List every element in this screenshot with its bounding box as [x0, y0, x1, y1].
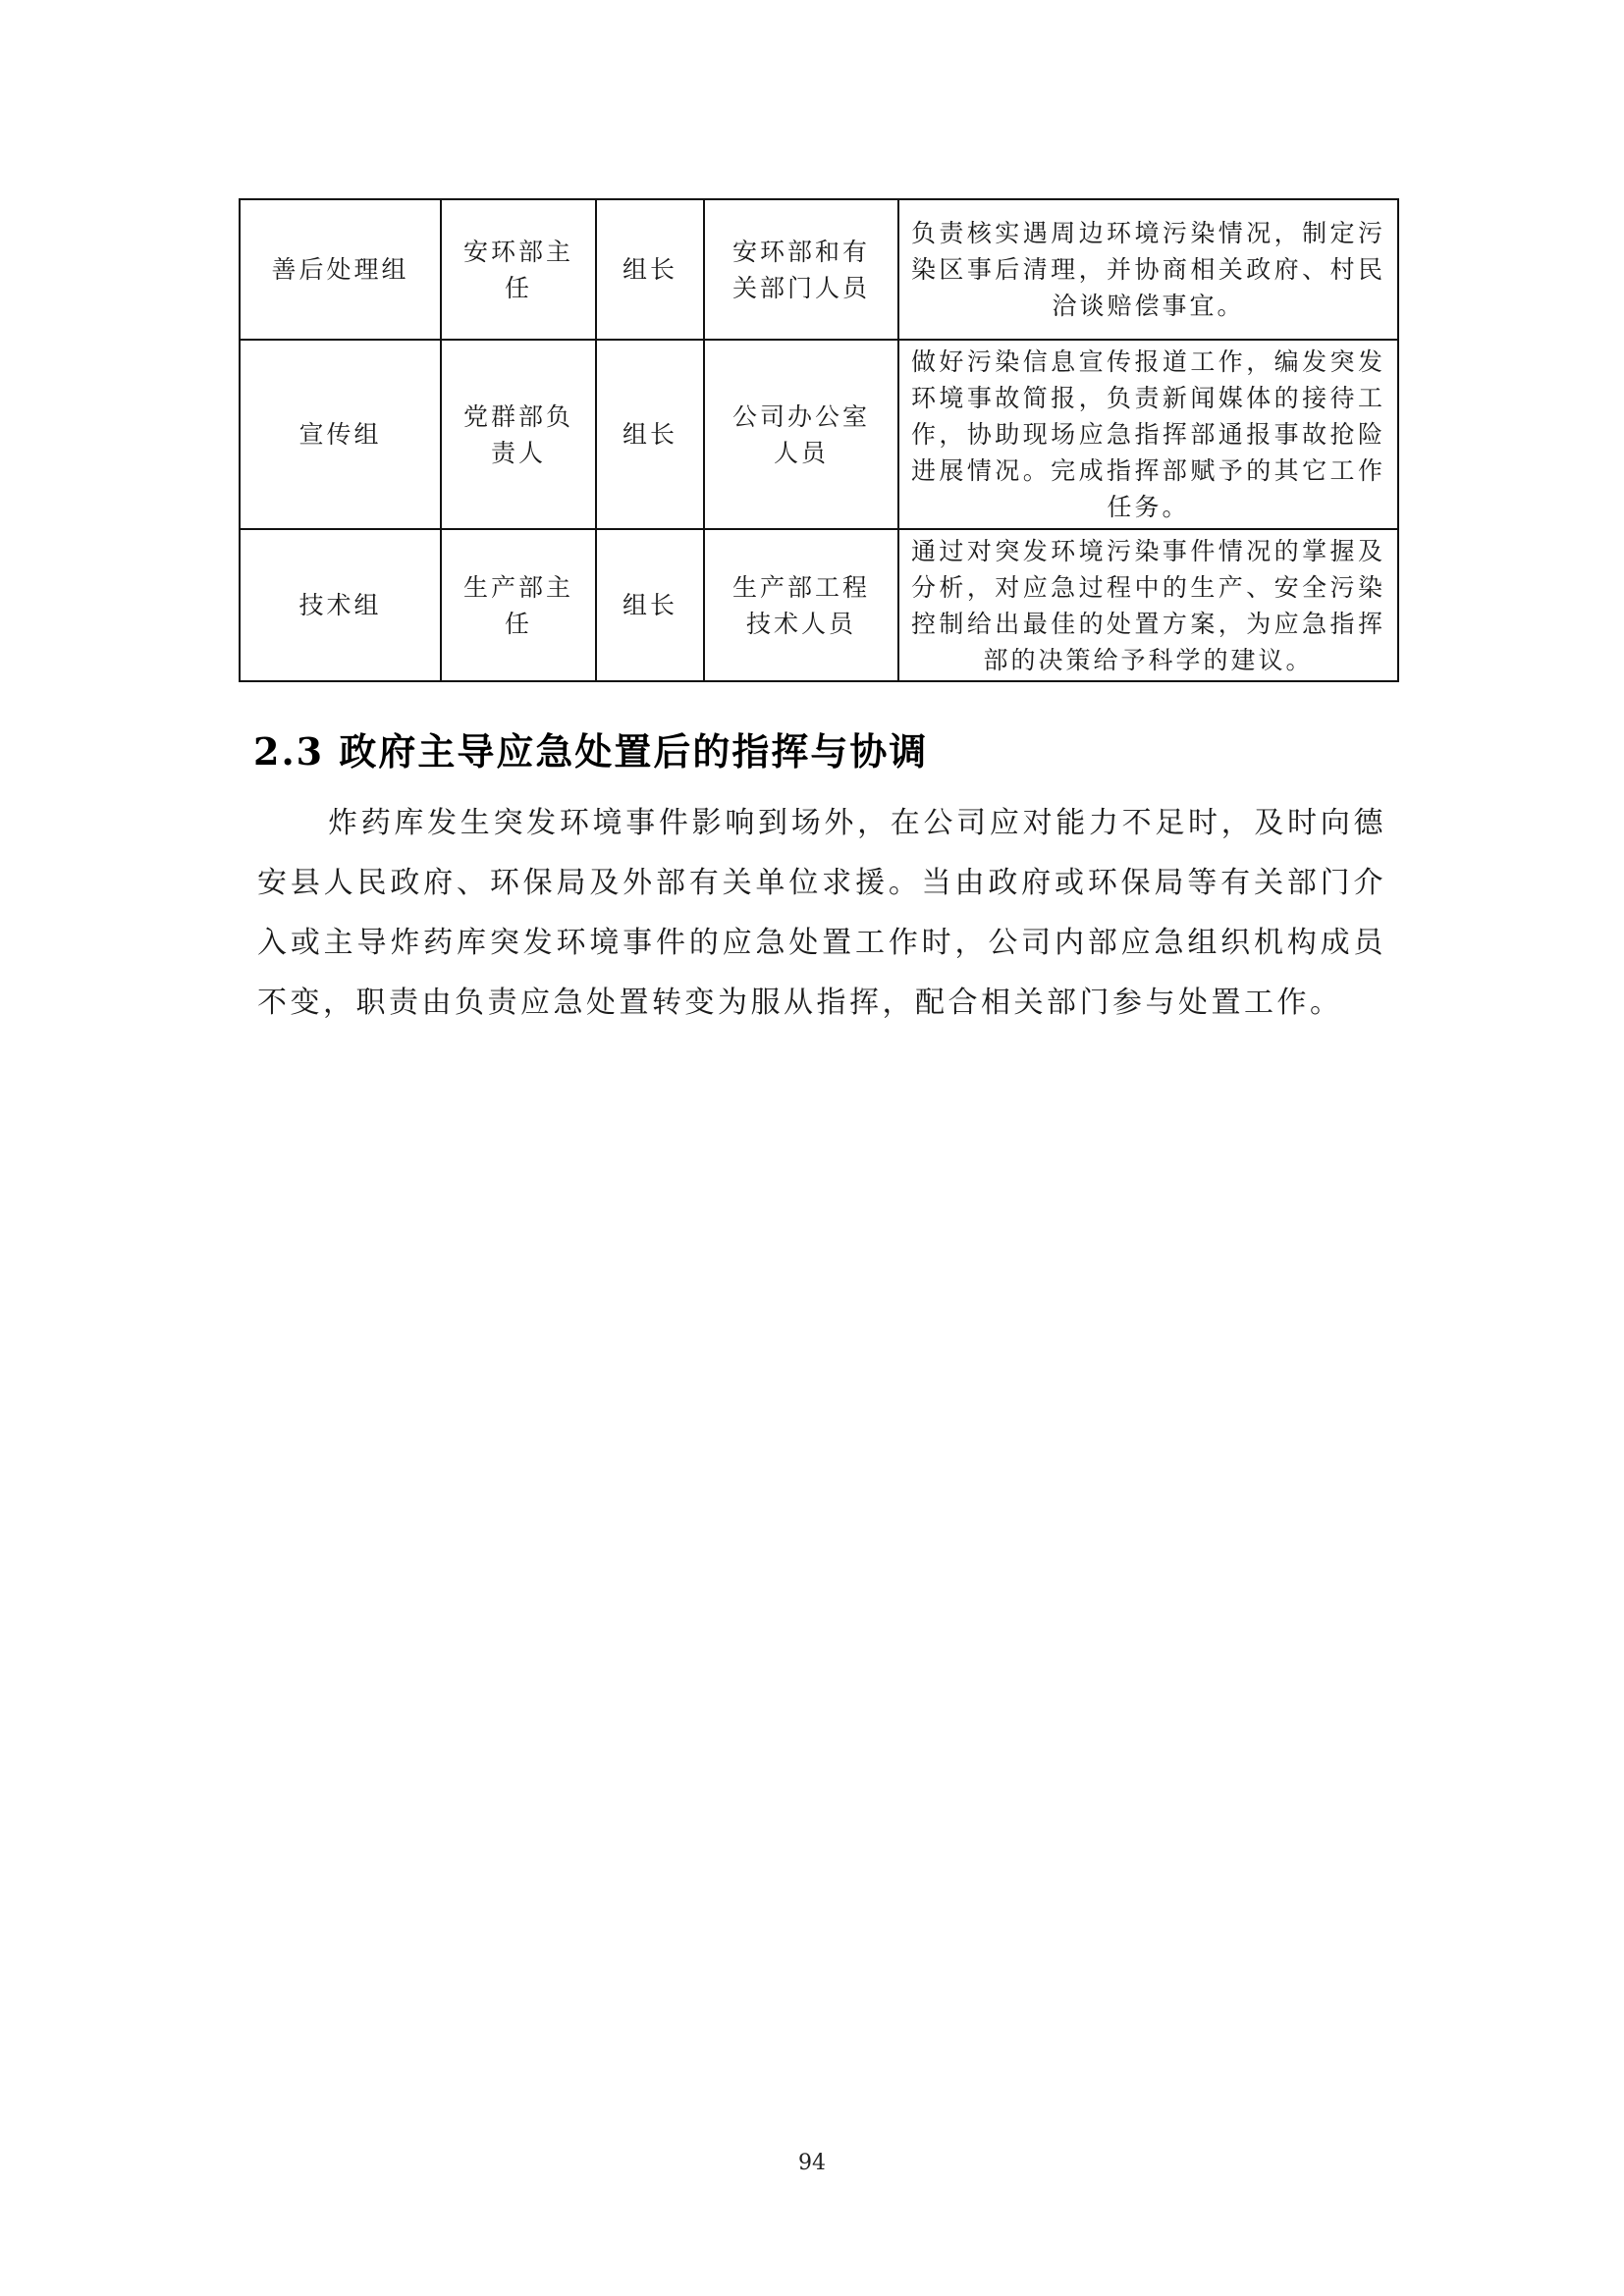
page-number: 94 — [798, 2151, 826, 2175]
table-row — [240, 340, 1398, 529]
duty-cell: 做好污染信息宣传报道工作，编发突发环境事故简报，负责新闻媒体的接待工作，协助现场应急指挥部通报事故抢险进展情况。完成指挥部赋予的其它工作任务。 — [898, 340, 1398, 529]
role-cell: 组长 — [596, 340, 704, 529]
leader-cell: 安环部主任 — [441, 199, 596, 340]
leader-cell: 党群部负责人 — [441, 340, 596, 529]
members-cell: 公司办公室人员 — [704, 340, 898, 529]
table-row — [240, 199, 1398, 340]
section-heading: 2.3 政府主导应急处置后的指挥与协调 — [253, 729, 929, 774]
role-cell: 组长 — [596, 529, 704, 681]
table-row — [240, 529, 1398, 681]
group-name-cell: 技术组 — [240, 529, 441, 681]
duty-cell: 负责核实遇周边环境污染情况，制定污染区事后清理，并协商相关政府、村民洽谈赔偿事宜。 — [898, 199, 1398, 340]
members-cell: 生产部工程技术人员 — [704, 529, 898, 681]
emergency-organization-table — [239, 198, 1399, 682]
group-name-cell: 宣传组 — [240, 340, 441, 529]
leader-cell: 生产部主任 — [441, 529, 596, 681]
group-name-cell: 善后处理组 — [240, 199, 441, 340]
members-cell: 安环部和有关部门人员 — [704, 199, 898, 340]
section-paragraph: 炸药库发生突发环境事件影响到场外，在公司应对能力不足时，及时向德安县人民政府、环保局及外部有关单位求援。当由政府或环保局等有关部门介入或主导炸药库突发环境事件的应急处置工作时，公司内部应急组织机构成员不变，职责由负责应急处置转变为服从指挥，配合相关部门参与处置工作。 — [257, 806, 1386, 1020]
duty-cell: 通过对突发环境污染事件情况的掌握及分析，对应急过程中的生产、安全污染控制给出最佳的处置方案，为应急指挥部的决策给予科学的建议。 — [898, 529, 1398, 681]
role-cell: 组长 — [596, 199, 704, 340]
